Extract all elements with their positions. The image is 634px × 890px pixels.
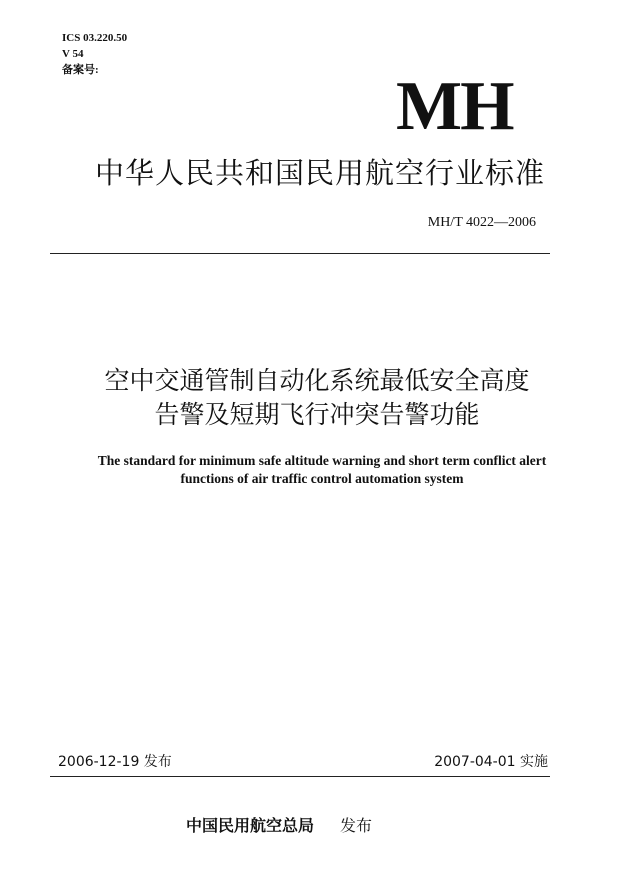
standard-number: MH/T 4022—2006	[427, 215, 536, 230]
english-title	[0, 452, 634, 488]
chinese-title-line-1: 空中交通管制自动化系统最低安全高度	[104, 366, 530, 395]
issue-date: 2006-12-19 发布	[58, 754, 172, 770]
header-divider	[50, 253, 550, 254]
implementation-date: 2007-04-01 实施	[434, 754, 548, 770]
english-title-line-1: The standard for minimum safe altitude warning and short term conflict alert	[97, 453, 547, 468]
english-title-line-2: functions of air traffic control automation system	[180, 471, 464, 486]
org-standard-title: 中华人民共和国民用航空行业标准	[94, 156, 545, 190]
date-row	[50, 752, 550, 777]
document-meta	[62, 30, 127, 78]
chinese-title	[0, 364, 634, 432]
publisher-verb: 发布	[340, 816, 373, 835]
ics-code: ICS 03.220.50	[62, 32, 128, 44]
brand-mark: MH	[396, 68, 513, 145]
classification-code: V 54	[62, 48, 84, 60]
publisher-name: 中国民用航空总局	[186, 816, 315, 835]
publisher	[186, 815, 372, 837]
chinese-title-line-2: 告警及短期飞行冲突告警功能	[154, 400, 480, 429]
filing-number: 备案号:	[62, 64, 99, 76]
